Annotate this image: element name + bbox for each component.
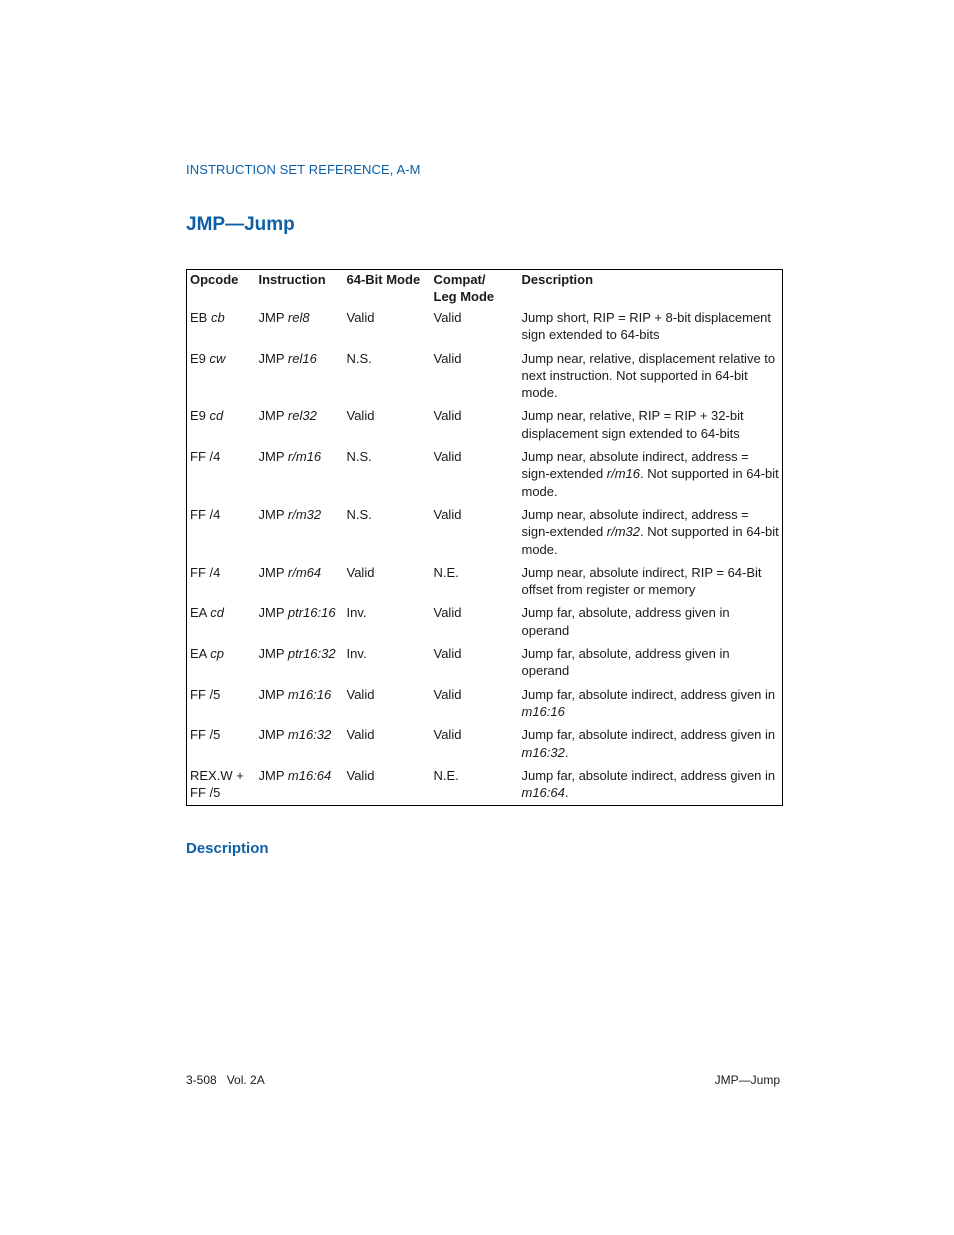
table-row xyxy=(187,350,783,408)
instruction-mnemonic: JMP xyxy=(258,506,288,522)
cell-opcode xyxy=(187,309,256,350)
cell-64bit-mode: Valid xyxy=(346,408,375,424)
description-operand: m16:64 xyxy=(521,785,565,801)
cell-instruction xyxy=(256,309,344,350)
cell-64bit-mode: N.S. xyxy=(346,449,372,465)
cell-compat-mode: N.E. xyxy=(433,767,459,783)
cell-compat-mode: Valid xyxy=(433,727,462,743)
table-body xyxy=(187,309,783,806)
instruction-mnemonic: JMP xyxy=(258,564,288,580)
instruction-mnemonic: JMP xyxy=(258,686,288,702)
cell-compat-mode: Valid xyxy=(433,605,462,621)
cell-opcode xyxy=(187,350,256,408)
cell-description xyxy=(519,309,783,350)
cell-compat-mode: Valid xyxy=(433,350,462,366)
table-row xyxy=(187,506,783,564)
instruction-operand: rel8 xyxy=(287,310,310,325)
cell-instruction xyxy=(256,407,344,448)
cell-opcode xyxy=(187,726,256,767)
cell-instruction xyxy=(256,506,344,564)
table-row xyxy=(187,645,783,686)
description-text-end: . Not supported in 64-bit mode. xyxy=(521,466,779,499)
description-text: Jump far, absolute indirect, address given in xyxy=(521,767,776,783)
description-operand: m16:32 xyxy=(521,744,565,760)
cell-description xyxy=(519,448,783,506)
instruction-mnemonic: JMP xyxy=(258,408,288,424)
instruction-operand: rel32 xyxy=(287,408,317,424)
cell-opcode xyxy=(187,645,256,686)
table-row xyxy=(187,564,783,605)
running-head: INSTRUCTION SET REFERENCE, A-M xyxy=(186,162,421,177)
cell-opcode xyxy=(187,506,256,564)
header-64bit-mode: 64-Bit Mode xyxy=(346,272,421,287)
footer-left xyxy=(186,1073,265,1087)
instruction-operand: rel16 xyxy=(287,350,317,366)
cell-64bit-mode: N.S. xyxy=(346,350,372,366)
cell-64bit-mode: Valid xyxy=(346,767,375,783)
description-text: Jump near, absolute indirect, address = sign-extended xyxy=(521,449,749,482)
opcode-operand: cb xyxy=(210,310,225,325)
cell-description xyxy=(519,686,783,727)
instruction-mnemonic: JMP xyxy=(258,605,288,621)
cell-instruction xyxy=(256,767,344,806)
cell-compat-mode: Valid xyxy=(433,310,462,325)
instruction-operand: r/m32 xyxy=(287,506,322,522)
table-row xyxy=(187,448,783,506)
instruction-mnemonic: JMP xyxy=(258,310,288,325)
opcode-operand: cp xyxy=(210,646,224,662)
cell-instruction xyxy=(256,448,344,506)
table-row xyxy=(187,767,783,806)
description-operand: m16:16 xyxy=(521,703,565,719)
description-text: Jump far, absolute indirect, address given in xyxy=(521,686,776,702)
table-header-row xyxy=(187,270,783,310)
header-compat-line2: Leg Mode xyxy=(433,289,495,305)
cell-opcode xyxy=(187,767,256,806)
cell-instruction xyxy=(256,350,344,408)
cell-instruction xyxy=(256,604,344,645)
cell-64bit-mode: N.S. xyxy=(346,506,372,522)
header-compat-line1: Compat/ xyxy=(433,272,486,287)
cell-description xyxy=(519,350,783,408)
header-instruction: Instruction xyxy=(258,272,326,287)
instruction-operand: ptr16:32 xyxy=(287,646,336,662)
instruction-mnemonic: JMP xyxy=(258,449,288,465)
cell-compat-mode: Valid xyxy=(433,686,462,702)
description-text: Jump near, absolute indirect, address = sign-extended xyxy=(521,506,749,540)
cell-opcode xyxy=(187,448,256,506)
description-operand: r/m32 xyxy=(606,524,641,540)
description-text: Jump near, relative, RIP = RIP + 32-bit displacement sign extended to 64-bits xyxy=(521,408,744,441)
instruction-operand: ptr16:16 xyxy=(287,605,336,621)
instruction-mnemonic: JMP xyxy=(258,646,288,662)
instruction-mnemonic: JMP xyxy=(258,767,288,783)
cell-compat-mode: Valid xyxy=(433,408,462,424)
cell-opcode xyxy=(187,407,256,448)
table-row xyxy=(187,726,783,767)
opcode-operand: cw xyxy=(209,350,226,366)
instruction-operand: r/m64 xyxy=(287,564,322,580)
cell-description xyxy=(519,564,783,605)
opcode-text: FF /5 xyxy=(190,727,221,743)
description-operand: r/m16 xyxy=(606,466,641,482)
opcode-text: FF /4 xyxy=(190,449,221,465)
page-title: JMP—Jump xyxy=(186,214,295,235)
cell-instruction xyxy=(256,726,344,767)
description-text: Jump near, relative, displacement relative to next instruction. Not supported in 64-bit mode. xyxy=(521,350,776,401)
header-compat-leg-mode xyxy=(431,270,519,310)
cell-64bit-mode: Inv. xyxy=(346,605,367,621)
cell-instruction xyxy=(256,645,344,686)
opcode-text-line2: FF /5 xyxy=(190,785,221,801)
cell-compat-mode: Valid xyxy=(433,506,462,522)
instruction-operand: m16:16 xyxy=(287,686,332,702)
opcode-text: REX.W + xyxy=(190,767,244,783)
description-text-end: . xyxy=(564,744,569,760)
cell-compat-mode: Valid xyxy=(433,449,462,465)
opcode-text: EA xyxy=(190,605,211,621)
cell-opcode xyxy=(187,604,256,645)
table-row xyxy=(187,604,783,645)
cell-64bit-mode: Inv. xyxy=(346,646,367,662)
header-opcode: Opcode xyxy=(190,272,239,287)
opcode-operand: cd xyxy=(209,408,224,424)
cell-opcode xyxy=(187,564,256,605)
instruction-mnemonic: JMP xyxy=(258,727,288,743)
volume-label: Vol. 2A xyxy=(226,1073,265,1087)
description-text: Jump short, RIP = RIP + 8-bit displacement sign extended to 64-bits xyxy=(521,310,772,343)
instruction-mnemonic: JMP xyxy=(258,350,288,366)
instruction-operand: m16:64 xyxy=(287,767,332,783)
cell-64bit-mode: Valid xyxy=(346,727,375,743)
opcode-table xyxy=(186,269,783,806)
opcode-text: EA xyxy=(190,646,211,662)
cell-compat-mode: Valid xyxy=(433,646,462,662)
instruction-operand: m16:32 xyxy=(287,727,332,743)
table-row xyxy=(187,309,783,350)
description-text: Jump far, absolute indirect, address given in xyxy=(521,727,776,743)
description-text-end: . xyxy=(564,785,569,801)
opcode-operand: cd xyxy=(210,605,224,621)
header-description: Description xyxy=(521,272,594,287)
cell-64bit-mode: Valid xyxy=(346,310,375,325)
opcode-text: EB xyxy=(190,310,211,325)
opcode-text: FF /4 xyxy=(190,564,221,580)
cell-description xyxy=(519,726,783,767)
description-text-end: . Not supported in 64-bit mode. xyxy=(521,524,779,557)
section-heading-description: Description xyxy=(186,840,269,857)
cell-64bit-mode: Valid xyxy=(346,564,375,580)
instruction-operand: r/m16 xyxy=(287,449,322,465)
page-number: 3-508 xyxy=(186,1073,217,1087)
cell-description xyxy=(519,767,783,806)
cell-64bit-mode: Valid xyxy=(346,686,375,702)
cell-description xyxy=(519,645,783,686)
description-text: Jump far, absolute, address given in operand xyxy=(521,646,730,679)
cell-instruction xyxy=(256,686,344,727)
cell-instruction xyxy=(256,564,344,605)
opcode-text: FF /4 xyxy=(190,506,221,522)
cell-opcode xyxy=(187,686,256,727)
opcode-text: E9 xyxy=(190,408,210,424)
opcode-text: FF /5 xyxy=(190,686,221,702)
opcode-text: E9 xyxy=(190,350,210,366)
cell-description xyxy=(519,604,783,645)
cell-description xyxy=(519,407,783,448)
cell-compat-mode: N.E. xyxy=(433,564,459,580)
table-row xyxy=(187,407,783,448)
cell-description xyxy=(519,506,783,564)
description-text: Jump far, absolute, address given in operand xyxy=(521,605,730,638)
footer-right: JMP—Jump xyxy=(714,1073,780,1087)
description-text: Jump near, absolute indirect, RIP = 64-Bit offset from register or memory xyxy=(521,564,762,598)
table-row xyxy=(187,686,783,727)
